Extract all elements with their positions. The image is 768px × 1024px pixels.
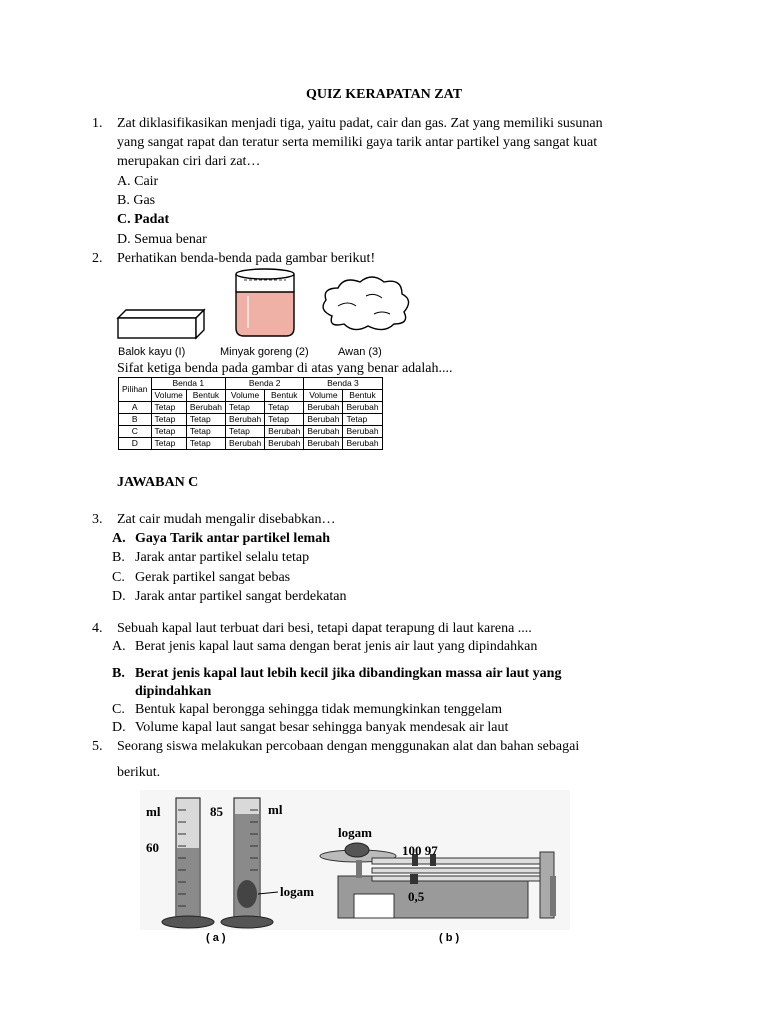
- q3-number: 3.: [92, 512, 103, 527]
- table-cell: Tetap: [186, 438, 225, 450]
- q4-option-c: Bentuk kapal berongga sehingga tidak memungkinkan tenggelam: [135, 702, 503, 717]
- table-cell: Tetap: [186, 414, 225, 426]
- label-ml-right: ml: [268, 802, 283, 817]
- figure-label-cloud: Awan (3): [338, 346, 382, 358]
- cooking-oil-jar-illustration: [236, 269, 294, 336]
- label-ml-left: ml: [146, 804, 161, 819]
- table-cell: B: [119, 414, 152, 426]
- page-title: QUIZ KERAPATAN ZAT: [305, 87, 463, 102]
- header-benda-2: Benda 2: [226, 378, 304, 390]
- header-pilihan: Pilihan: [119, 378, 152, 402]
- table-cell: Berubah: [343, 402, 382, 414]
- q2-number: 2.: [92, 251, 103, 266]
- q3-option-b-letter: B.: [112, 550, 125, 565]
- subheader: Bentuk: [343, 390, 382, 402]
- table-cell: Berubah: [186, 402, 225, 414]
- table-cell: Berubah: [343, 426, 382, 438]
- table-cell: D: [119, 438, 152, 450]
- table-cell: Berubah: [226, 438, 265, 450]
- q2-objects-figure: [112, 266, 422, 348]
- table-cell: Tetap: [151, 414, 186, 426]
- header-benda-3: Benda 3: [304, 378, 382, 390]
- table-cell: Tetap: [151, 438, 186, 450]
- table-cell: Berubah: [304, 426, 343, 438]
- table-row: [119, 426, 383, 438]
- table-cell: Tetap: [151, 402, 186, 414]
- q4-option-a-letter: A.: [112, 639, 126, 654]
- table-cell: C: [119, 426, 152, 438]
- q3-option-d: Jarak antar partikel sangat berdekatan: [135, 589, 347, 604]
- figure-label-oil: Minyak goreng (2): [220, 346, 309, 358]
- table-cell: Tetap: [226, 402, 265, 414]
- figure-caption-a: ( a ): [206, 932, 226, 944]
- q3-option-c-letter: C.: [112, 570, 125, 585]
- q2-answer: JAWABAN C: [117, 475, 199, 490]
- subheader: Volume: [304, 390, 343, 402]
- q2-prompt: Perhatikan benda-benda pada gambar berikut!: [117, 251, 376, 266]
- table-cell: Berubah: [265, 438, 304, 450]
- label-balance-small: 0,5: [408, 889, 425, 904]
- table-cell: Berubah: [265, 426, 304, 438]
- q4-option-b-letter: B.: [112, 666, 125, 681]
- label-60: 60: [146, 840, 159, 855]
- q3-option-a-letter: A.: [112, 531, 126, 546]
- q1-option-b: B. Gas: [117, 193, 156, 208]
- q4-option-d: Volume kapal laut sangat besar sehingga banyak mendesak air laut: [135, 720, 509, 735]
- table-header-row: [119, 378, 383, 390]
- header-benda-1: Benda 1: [151, 378, 226, 390]
- table-cell: Tetap: [151, 426, 186, 438]
- table-row: [119, 414, 383, 426]
- subheader: Bentuk: [265, 390, 304, 402]
- figure-caption-b: ( b ): [439, 932, 460, 944]
- table-cell: Tetap: [186, 426, 225, 438]
- q4-option-a: Berat jenis kapal laut sama dengan berat jenis air laut yang dipindahkan: [135, 639, 538, 654]
- q1-option-c: C. Padat: [117, 212, 170, 227]
- table-cell: Berubah: [304, 414, 343, 426]
- q1-line: Zat diklasifikasikan menjadi tiga, yaitu padat, cair dan gas. Zat yang memiliki susunan: [117, 116, 603, 131]
- q5-number: 5.: [92, 739, 103, 754]
- table-cell: Tetap: [343, 414, 382, 426]
- q5-prompt-cont: berikut.: [117, 765, 161, 780]
- table-cell: Berubah: [226, 414, 265, 426]
- q4-option-b-cont: dipindahkan: [135, 684, 212, 699]
- table-subheader-row: [119, 390, 383, 402]
- label-logam-cylinder: logam: [280, 884, 314, 899]
- q4-prompt: Sebuah kapal laut terbuat dari besi, tetapi dapat terapung di laut karena ....: [117, 621, 532, 636]
- figure-label-block: Balok kayu (I): [118, 346, 186, 358]
- label-logam-balance: logam: [338, 825, 372, 840]
- q3-option-b: Jarak antar partikel selalu tetap: [135, 550, 310, 565]
- table-cell: A: [119, 402, 152, 414]
- q2-answer-table: [118, 377, 383, 450]
- q3-prompt: Zat cair mudah mengalir disebabkan…: [117, 512, 336, 527]
- subheader: Volume: [226, 390, 265, 402]
- table-cell: Berubah: [304, 402, 343, 414]
- table-row: [119, 438, 383, 450]
- label-85: 85: [210, 804, 223, 819]
- q1-line: merupakan ciri dari zat…: [117, 154, 261, 169]
- q3-option-c: Gerak partikel sangat bebas: [135, 570, 291, 585]
- q1-option-a: A. Cair: [117, 174, 159, 189]
- subheader: Bentuk: [186, 390, 225, 402]
- wooden-block-illustration: [118, 310, 204, 338]
- table-cell: Berubah: [304, 438, 343, 450]
- q5-prompt: Seorang siswa melakukan percobaan dengan menggunakan alat dan bahan sebagai: [117, 739, 580, 754]
- q4-option-c-letter: C.: [112, 702, 125, 717]
- table-cell: Tetap: [226, 426, 265, 438]
- q3-option-d-letter: D.: [112, 589, 126, 604]
- table-row: [119, 402, 383, 414]
- table-cell: Tetap: [265, 414, 304, 426]
- subheader: Volume: [151, 390, 186, 402]
- q2-question: Sifat ketiga benda pada gambar di atas yang benar adalah....: [117, 361, 453, 376]
- q1-line: yang sangat rapat dan teratur serta memiliki gaya tarik antar partikel yang sangat kuat: [117, 135, 598, 150]
- table-cell: Tetap: [265, 402, 304, 414]
- q3-option-a: Gaya Tarik antar partikel lemah: [135, 531, 330, 546]
- q5-experiment-figure: [140, 790, 570, 930]
- q4-number: 4.: [92, 621, 103, 636]
- q1-number: 1.: [92, 116, 103, 131]
- cloud-illustration: [323, 277, 408, 330]
- q1-option-d: D. Semua benar: [117, 232, 207, 247]
- q4-option-d-letter: D.: [112, 720, 126, 735]
- label-balance-reading: 100 97: [402, 843, 438, 858]
- table-cell: Berubah: [343, 438, 382, 450]
- q4-option-b: Berat jenis kapal laut lebih kecil jika dibandingkan massa air laut yang: [135, 666, 562, 681]
